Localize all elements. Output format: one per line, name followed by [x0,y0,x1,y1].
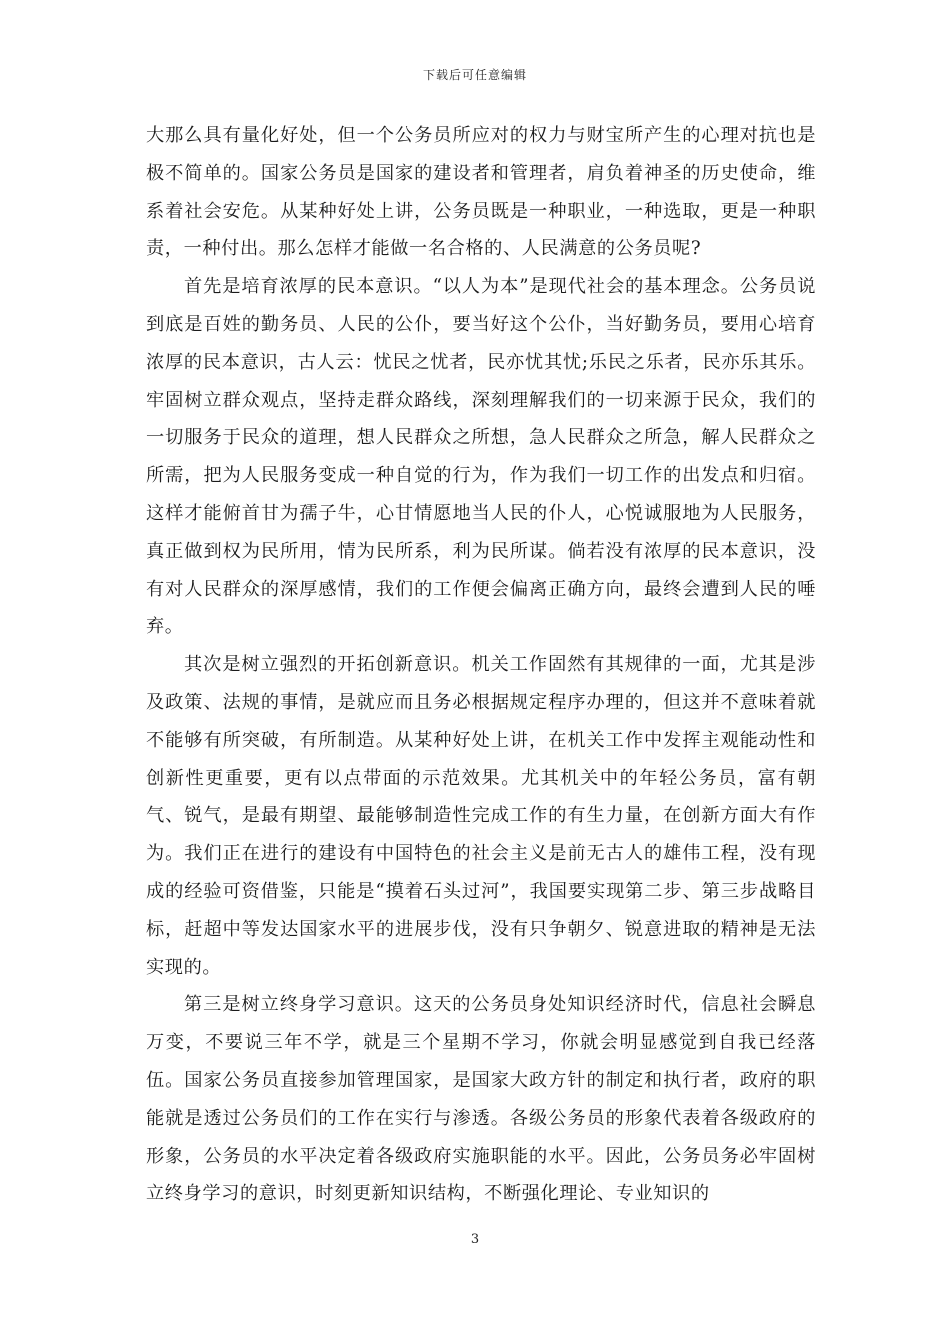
document-body [146,117,816,1213]
page-number: 3 [470,1232,480,1247]
paragraph-people-oriented: 首先是培育浓厚的民本意识。“以人为本”是现代社会的基本理念。公务员说到底是百姓的勤务员、人民的公仆，要当好这个公仆，当好勤务员，要用心培育浓厚的民本意识，古人云：忧民之忧者，民亦忧其忧;乐民之乐者，民亦乐其乐。牢固树立群众观点，坚持走群众路线，深刻理解我们的一切来源于民众，我们的一切服务于民众的道理，想人民群众之所想，急人民群众之所急，解人民群众之所需，把为人民服务变成一种自觉的行为，作为我们一切工作的出发点和归宿。这样才能俯首甘为孺子牛，心甘情愿地当人民的仆人，心悦诚服地为人民服务，真正做到权为民所用，情为民所系，利为民所谋。倘若没有浓厚的民本意识，没有对人民群众的深厚感情，我们的工作便会偏离正确方向，最终会遭到人民的唾弃。 [146,276,816,638]
paragraph-innovation: 其次是树立强烈的开拓创新意识。机关工作固然有其规律的一面，尤其是涉及政策、法规的事情，是就应而且务必根据规定程序办理的，但这并不意味着就不能够有所突破，有所制造。从某种好处上讲，在机关工作中发挥主观能动性和创新性更重要，更有以点带面的示范效果。尤其机关中的年轻公务员，富有朝气、锐气，是最有期望、最能够制造性完成工作的有生力量，在创新方面大有作为。我们正在进行的建设有中国特色的社会主义是前无古人的雄伟工程，没有现成的经验可资借鉴，只能是“摸着石头过河”，我国要实现第二步、第三步战略目标，赶超中等发达国家水平的进展步伐，没有只争朝夕、锐意进取的精神是无法实现的。 [146,654,816,978]
header-note: 下载后可任意编辑 [422,68,527,82]
paragraph-continuation: 大那么具有量化好处，但一个公务员所应对的权力与财宝所产生的心理对抗也是极不简单的。国家公务员是国家的建设者和管理者，肩负着神圣的历史使命，维系着社会安危。从某种好处上讲，公务员既是一种职业，一种选取，更是一种职责，一种付出。那么怎样才能做一名合格的、人民满意的公务员呢? [146,125,816,260]
paragraph-lifelong-learning: 第三是树立终身学习意识。这天的公务员身处知识经济时代，信息社会瞬息万变，不要说三年不学，就是三个星期不学习，你就会明显感觉到自我已经落伍。国家公务员直接参加管理国家，是国家大政方针的制定和执行者，政府的职能就是透过公务员们的工作在实行与渗透。各级公务员的形象代表着各级政府的形象，公务员的水平决定着各级政府实施职能的水平。因此，公务员务必牢固树立终身学习的意识，时刻更新知识结构，不断强化理论、专业知识的 [146,994,816,1205]
